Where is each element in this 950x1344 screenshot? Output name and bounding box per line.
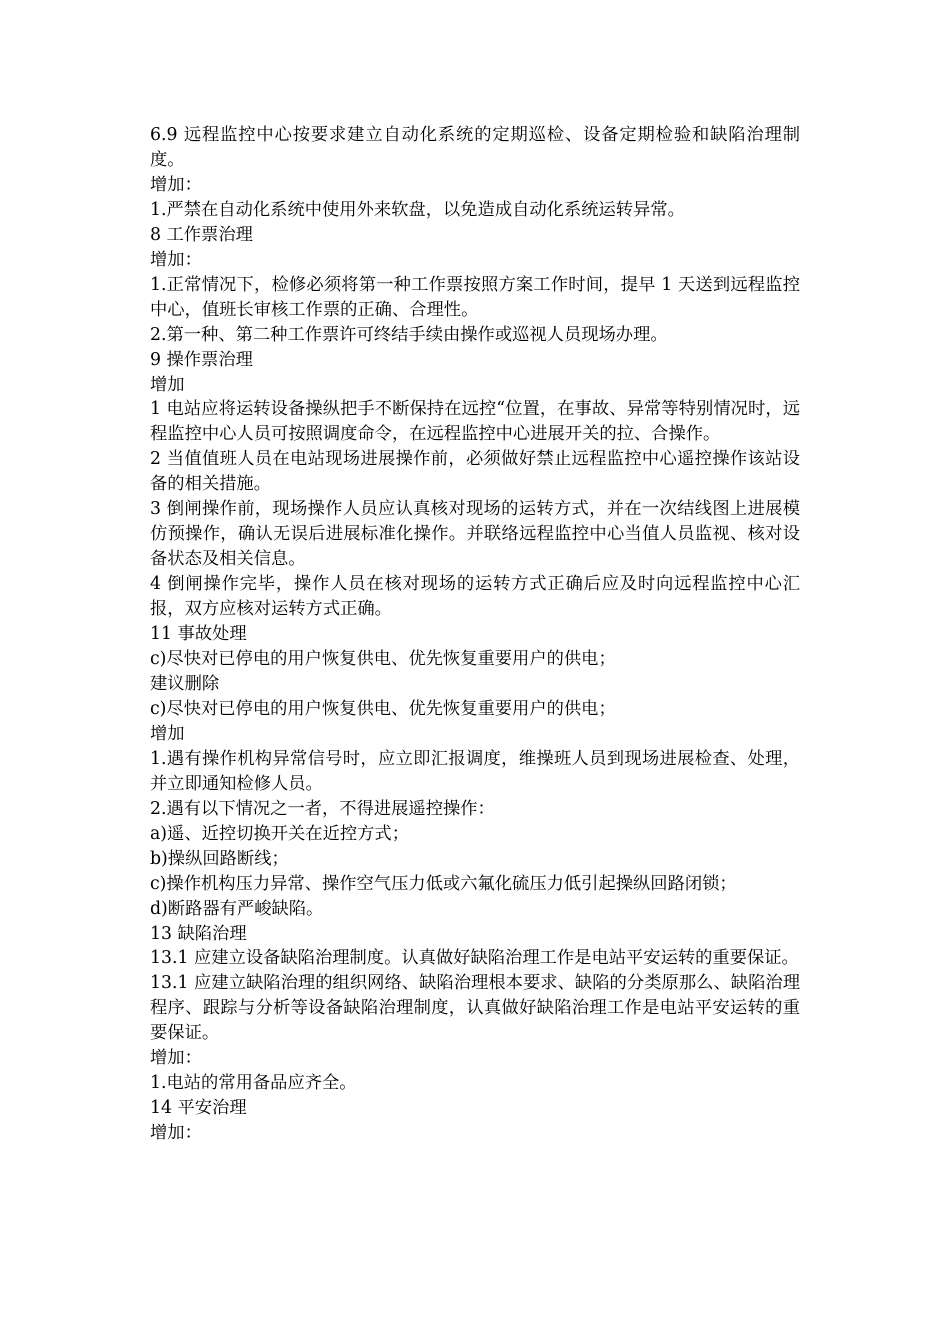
paragraph-6-9: 6.9 远程监控中心按要求建立自动化系统的定期巡检、设备定期检验和缺陷治理制度。 bbox=[150, 125, 800, 170]
list-item: 1.严禁在自动化系统中使用外来软盘，以免造成自动化系统运转异常。 bbox=[150, 199, 685, 220]
list-item: b)操纵回路断线； bbox=[150, 848, 289, 869]
list-item: 1.遇有操作机构异常信号时，应立即汇报调度，维操班人员到现场进展检查、处理，并立即通知检修人员。 bbox=[150, 748, 800, 794]
list-item: 4 倒闸操作完毕，操作人员在核对现场的运转方式正确后应及时向远程监控中心汇报，双方应核对运转方式正确。 bbox=[150, 574, 800, 620]
document-body bbox=[150, 123, 800, 1146]
label-suggest-delete: 建议删除 bbox=[150, 673, 220, 694]
section-heading-8: 8 工作票治理 bbox=[150, 224, 253, 245]
label-add: 增加： bbox=[150, 174, 202, 195]
list-item: 3 倒闸操作前，现场操作人员应认真核对现场的运转方式，并在一次结线图上进展模仿预操作，确认无误后进展标准化操作。并联络远程监控中心当值人员监视、核对设备状态及相关信息。 bbox=[150, 499, 800, 570]
list-item: 1.电站的常用备品应齐全。 bbox=[150, 1073, 357, 1094]
list-item: c)尽快对已停电的用户恢复供电、优先恢复重要用户的供电； bbox=[150, 649, 616, 670]
list-item: 2.第一种、第二种工作票许可终结手续由操作或巡视人员现场办理。 bbox=[150, 324, 668, 345]
list-item: 2 当值值班人员在电站现场进展操作前，必须做好禁止远程监控中心遥控操作该站设备的相关措施。 bbox=[150, 449, 800, 495]
list-item: 2.遇有以下情况之一者，不得进展遥控操作： bbox=[150, 798, 495, 819]
list-item: 1.正常情况下，检修必须将第一种工作票按照方案工作时间，提早 1 天送到远程监控中心，值班长审核工作票的正确、合理性。 bbox=[150, 274, 800, 320]
list-item: 1 电站应将运转设备操纵把手不断保持在远控“位置，在事故、异常等特别情况时，远程监控中心人员可按照调度命令，在远程监控中心进展开关的拉、合操作。 bbox=[150, 399, 800, 445]
paragraph-13-1-revised: 13.1 应建立缺陷治理的组织网络、缺陷治理根本要求、缺陷的分类原那么、缺陷治理程序、跟踪与分析等设备缺陷治理制度，认真做好缺陷治理工作是电站平安运转的重要保证。 bbox=[150, 973, 800, 1044]
list-item: d)断路器有严峻缺陷。 bbox=[150, 898, 324, 919]
list-item: a)遥、近控切换开关在近控方式； bbox=[150, 823, 409, 844]
section-heading-13: 13 缺陷治理 bbox=[150, 923, 247, 944]
section-heading-11: 11 事故处理 bbox=[150, 624, 247, 645]
label-add: 增加： bbox=[150, 1048, 202, 1069]
label-add: 增加 bbox=[150, 374, 185, 395]
label-add: 增加 bbox=[150, 723, 185, 744]
section-heading-9: 9 操作票治理 bbox=[150, 349, 253, 370]
list-item: c)操作机构压力异常、操作空气压力低或六氟化硫压力低引起操纵回路闭锁； bbox=[150, 873, 737, 894]
list-item: c)尽快对已停电的用户恢复供电、优先恢复重要用户的供电； bbox=[150, 698, 616, 719]
paragraph-13-1: 13.1 应建立设备缺陷治理制度。认真做好缺陷治理工作是电站平安运转的重要保证。 bbox=[150, 948, 799, 969]
label-add: 增加： bbox=[150, 1123, 202, 1144]
label-add: 增加： bbox=[150, 249, 202, 270]
section-heading-14: 14 平安治理 bbox=[150, 1098, 247, 1119]
